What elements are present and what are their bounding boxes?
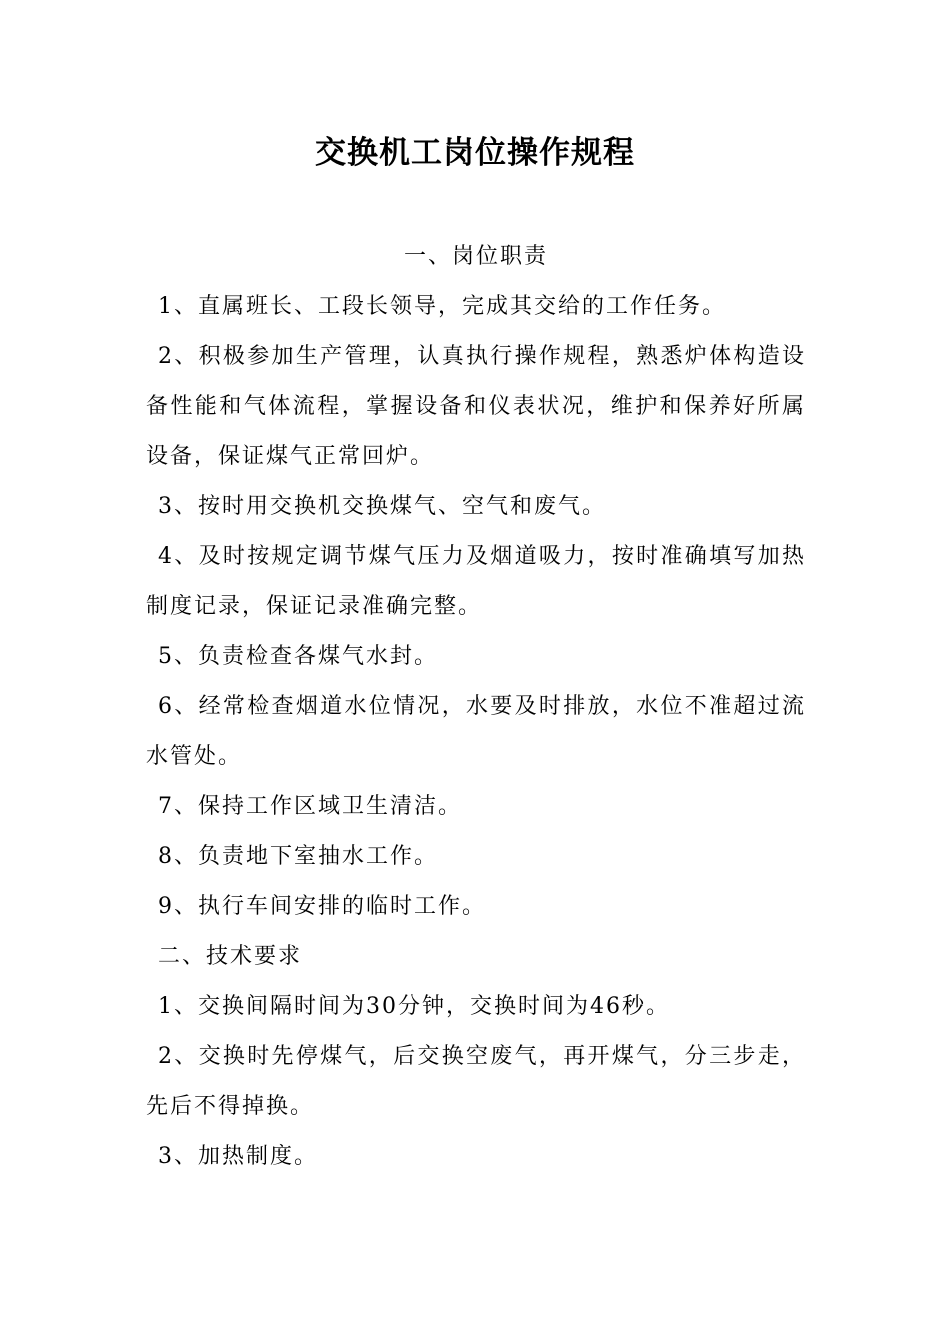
list-item: 9、执行车间安排的临时工作。	[158, 894, 486, 919]
list-item: 2、积极参加生产管理，认真执行操作规程，熟悉炉体构造设备性能和气体流程，掌握设备和仪表状况，维护和保养好所属设备，保证煤气正常回炉。	[146, 344, 806, 469]
section-heading-duties: 一、岗位职责	[403, 244, 548, 269]
list-item: 3、加热制度。	[158, 1144, 318, 1169]
list-item: 5、负责检查各煤气水封。	[158, 644, 438, 669]
list-item: 3、按时用交换机交换煤气、空气和废气。	[158, 494, 606, 519]
document-title: 交换机工岗位操作规程	[315, 135, 635, 171]
section-heading-technical: 二、技术要求	[158, 944, 303, 969]
list-item: 6、经常检查烟道水位情况，水要及时排放，水位不准超过流水管处。	[146, 694, 806, 769]
list-item: 7、保持工作区域卫生清洁。	[158, 794, 462, 819]
list-item: 8、负责地下室抽水工作。	[158, 844, 438, 869]
list-item: 4、及时按规定调节煤气压力及烟道吸力，按时准确填写加热制度记录，保证记录准确完整。	[146, 544, 806, 619]
list-item: 2、交换时先停煤气，后交换空废气，再开煤气，分三步走，先后不得掉换。	[146, 1044, 806, 1119]
list-item: 1、直属班长、工段长领导，完成其交给的工作任务。	[158, 294, 726, 319]
document-body	[146, 232, 806, 1182]
list-item: 1、交换间隔时间为30分钟，交换时间为46秒。	[158, 994, 670, 1019]
